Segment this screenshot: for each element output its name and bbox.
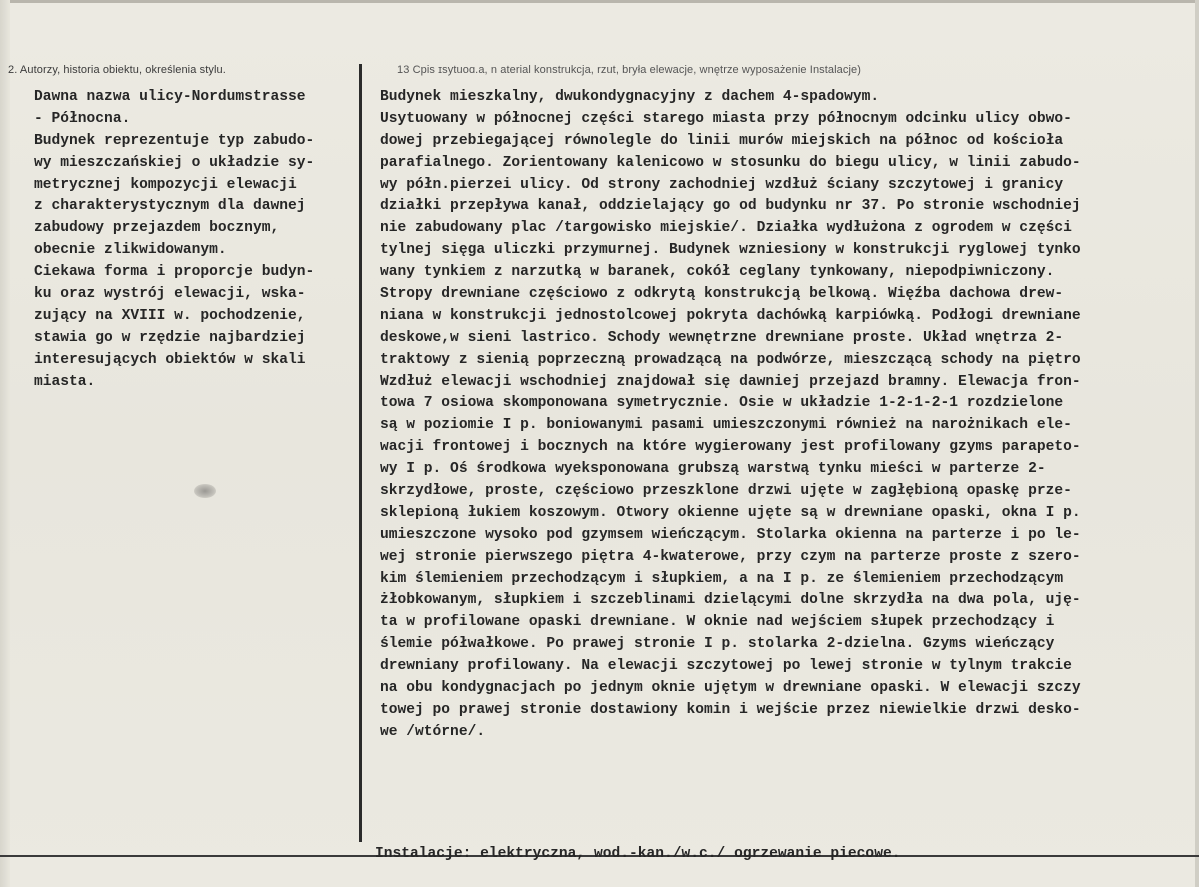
text-line: obecnie zlikwidowanym. [34,242,227,259]
text-line: metrycznej kompozycji elewacji [34,176,297,193]
text-line: towej po prawej stronie dostawiony komin i wejście przez niewielkie drzwi desko- [380,701,1081,718]
text-line: ślemie półwałkowe. Po prawej stronie I p. stolarka 2-dzielna. Gzyms wieńczący [380,636,1055,653]
text-line: są w poziomie I p. boniowanymi pasami umieszczonymi również na narożnikach ele- [380,417,1072,434]
section-header-authors: 2. Autorzy, historia obiektu, określenia stylu. [8,64,226,76]
installations-line: Instalacje: elektryczna, wod.-kan./w.c./ ogrzewanie piecowe. [375,846,901,862]
text-line: ta w profilowane opaski drewniane. W oknie nad wejściem słupek przechodzący i [380,614,1055,631]
text-line: Stropy drewniane częściowo z odkrytą konstrukcją belkową. Więźba dachowa drew- [380,286,1064,303]
text-line: sklepioną łukiem koszowym. Otwory okienne ujęte są w drewniane opaski, okna I p. [380,504,1081,521]
text-line: parafialnego. Zorientowany kalenicowo w stosunku do biegu ulicy, w linii zabudo- [380,154,1081,171]
text-line: Usytuowany w północnej części starego miasta przy północnym odcinku ulicy obwo- [380,110,1072,127]
text-line: Dawna nazwa ulicy-Nordumstrasse [34,89,306,105]
text-line: działki przepływa kanał, oddzielający go od budynku nr 37. Po stronie wschodniej [380,198,1081,215]
column-divider [359,64,362,842]
text-line: skrzydłowe, proste, częściowo przeszklone drzwi ujęte w zagłębioną opaskę prze- [380,483,1072,500]
text-line: z charakterystycznym dla dawnej [34,198,306,215]
text-line: kim ślemieniem przechodzącym i słupkiem, a na I p. ze ślemieniem przechodzącym [380,570,1064,587]
text-line: Wzdłuż elewacji wschodniej znajdował się dawniej przejazd bramny. Elewacja fron- [380,373,1081,390]
description-text-column [380,87,1081,744]
text-line: wy I p. Oś środkowa wyeksponowana grubszą warstwą tynku mieści w parterze 2- [380,461,1046,478]
section-header-description: 13 Cpis ɪsytuoɑ.a, n aterial konstrukcja, rzut, bryła elewacje, wnętrze wyposażenie Instalacje) [397,64,862,76]
text-line: Ciekawa forma i proporcje budyn- [34,264,315,281]
text-line: umieszczone wysoko pod gzymsem wieńczącym. Stolarka okienna na parterze i po le- [380,526,1081,543]
text-line: Budynek reprezentuje typ zabudo- [34,132,315,149]
text-line: wany tynkiem z narzutką w baranek, cokół ceglany tynkowany, niepodpiwniczony. [380,264,1055,281]
text-line: wy półn.pierzei ulicy. Od strony zachodniej wzdłuż ściany szczytowej i granicy [380,176,1064,193]
top-border [0,0,1199,3]
text-line: stawia go w rzędzie najbardziej [34,329,306,346]
text-line: zabudowy przejazdem bocznym, [34,220,280,237]
history-text-column [34,87,314,393]
text-line: nie zabudowany plac /targowisko miejskie/. Działka wydłużona z ogrodem w części [380,220,1072,237]
text-line: wacji frontowej i bocznych na które wygierowany jest profilowany gzyms parapeto- [380,439,1081,456]
text-line: miasta. [34,373,96,390]
text-line: ku oraz wystrój elewacji, wska- [34,286,306,303]
text-line: zujący na XVIII w. pochodzenie, [34,307,306,324]
right-edge-shadow [1195,0,1199,887]
text-line: wy mieszczańskiej o układzie sy- [34,154,315,171]
text-line: interesujących obiektów w skali [34,351,306,368]
text-line: tylnej sięga uliczki przymurnej. Budynek wzniesiony w konstrukcji ryglowej tynko [380,242,1081,259]
ink-smudge [194,484,216,498]
text-line: dowej przebiegającej równolegle do linii murów miejskich na północ od kościoła [380,132,1064,149]
text-line: towa 7 osiowa skomponowana symetrycznie. Osie w układzie 1-2-1-2-1 rozdzielone [380,395,1064,412]
text-line: wej stronie pierwszego piętra 4-kwaterowe, przy czym na parterze proste z szero- [380,548,1081,565]
text-line: - Północna. [34,110,131,127]
text-line: żłobkowanym, słupkiem i szczeblinami dzielącymi dolne skrzydła na dwa pola, uję- [380,592,1081,609]
left-edge-shadow [0,0,10,887]
text-line: deskowe,w sieni lastrico. Schody wewnętrzne drewniane proste. Układ wnętrza 2- [380,329,1064,346]
text-line: drewniany profilowany. Na elewacji szczytowej po lewej stronie w tylnym trakcie [380,658,1072,675]
text-line: Budynek mieszkalny, dwukondygnacyjny z dachem 4-spadowym. [380,89,880,105]
text-line: traktowy z sienią poprzeczną prowadzącą na podwórze, mieszczącą schody na piętro [380,351,1081,368]
text-line: we /wtórne/. [380,723,486,740]
text-line: na obu kondygnacjach po jednym oknie ujętym w drewniane opaski. W elewacji szczy [380,680,1081,697]
text-line: niana w konstrukcji jednostolcowej pokryta dachówką karpiówką. Podłogi drewniane [380,307,1081,324]
